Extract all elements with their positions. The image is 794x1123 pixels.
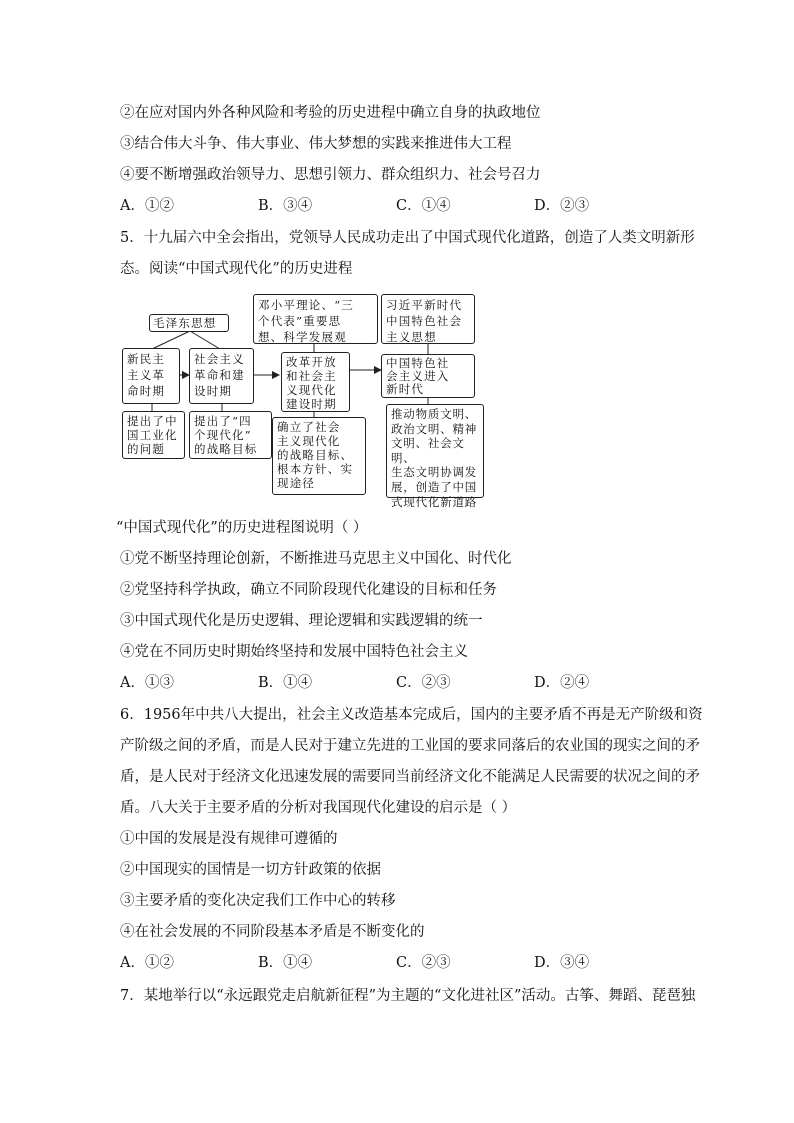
- q5-stem-line-2: 态。阅读“中国式现代化”的历史进程: [120, 261, 353, 277]
- diagram-result-new-path: 推动物质文明、 政治文明、精神 文明、社会文明、 生态文明协调发 展，创造了中国 式现代化新道路: [386, 404, 484, 498]
- q5-option-2: ②党坚持科学执政，确立不同阶段现代化建设的目标和任务: [120, 582, 497, 598]
- q4-choice-c: C．①④: [396, 198, 451, 214]
- q5-choice-a: A．①③: [120, 675, 174, 691]
- q4-option-2: ②在应对国内外各种风险和考验的历史进程中确立自身的执政地位: [120, 105, 541, 121]
- q6-choice-d: D．③④: [534, 955, 590, 971]
- diagram-result-four-modernizations: 提出了“四 个现代化” 的战略目标: [189, 411, 272, 459]
- q6-choice-c: C．②③: [396, 955, 451, 971]
- q5-choice-c: C．②③: [396, 675, 451, 691]
- q6-stem-line-1: 6．1956年中共八大提出，社会主义改造基本完成后，国内的主要矛盾不再是无产阶级和资: [120, 707, 703, 723]
- q6-option-4: ④在社会发展的不同阶段基本矛盾是不断变化的: [120, 924, 425, 940]
- q6-option-1: ①中国的发展是没有规律可遵循的: [120, 831, 338, 847]
- q5-option-1: ①党不断坚持理论创新，不断推进马克思主义中国化、时代化: [120, 551, 512, 567]
- q6-option-2: ②中国现实的国情是一切方针政策的依据: [120, 862, 381, 878]
- q6-choice-a: A．①②: [120, 955, 174, 971]
- diagram-mao-thought: 毛泽东思想: [149, 314, 229, 332]
- diagram-period-reform-opening: 改革开放 和社会主 义现代化 建设时期: [281, 352, 350, 412]
- q5-choice-d: D．②④: [534, 675, 590, 691]
- diagram-result-strategic-goals: 确立了社会 主义现代化 的战略目标、 根本方针、实 现途径: [272, 417, 366, 495]
- diagram-period-socialist-revolution: 社会主义 革命和建 设时期: [189, 348, 254, 404]
- q6-stem-line-3: 盾，是人民对于经济文化迅速发展的需要同当前经济文化不能满足人民需要的状况之间的矛: [120, 769, 700, 785]
- diagram-period-new-democratic: 新民主 主义革 命时期: [122, 348, 180, 404]
- q4-choice-b: B．③④: [258, 198, 313, 214]
- q6-stem-line-2: 产阶级之间的矛盾，而是人民对于建立先进的工业国的要求同落后的农业国的现实之间的矛: [120, 738, 700, 754]
- q5-option-4: ④党在不同历史时期始终坚持和发展中国特色社会主义: [120, 644, 468, 660]
- q4-choice-d: D．②③: [534, 198, 590, 214]
- q5-question: “中国式现代化”的历史进程图说明（ ）: [116, 520, 368, 536]
- q4-choice-a: A．①②: [120, 198, 174, 214]
- q6-stem-line-4: 盾。八大关于主要矛盾的分析对我国现代化建设的启示是（ ）: [120, 800, 517, 816]
- q4-option-3: ③结合伟大斗争、伟大事业、伟大梦想的实践来推进伟大工程: [120, 136, 512, 152]
- q5-option-3: ③中国式现代化是历史逻辑、理论逻辑和实践逻辑的统一: [120, 613, 483, 629]
- q5-stem-line-1: 5．十九届六中全会指出，党领导人民成功走出了中国式现代化道路，创造了人类文明新形: [120, 230, 695, 246]
- diagram-result-industrialization: 提出了中 国工业化 的问题: [122, 411, 185, 459]
- q6-choice-b: B．①④: [258, 955, 313, 971]
- diagram-period-new-era: 中国特色社 会主义进入 新时代: [381, 354, 475, 398]
- q6-option-3: ③主要矛盾的变化决定我们工作中心的转移: [120, 893, 396, 909]
- q5-choice-b: B．①④: [258, 675, 313, 691]
- q7-stem-line-1: 7．某地举行以“永远跟党走启航新征程”为主题的“文化进社区”活动。古筝、舞蹈、琵琶独: [120, 988, 696, 1004]
- diagram-deng-theory: 邓小平理论、“三 个代表”重要思 想、科学发展观: [253, 294, 378, 344]
- diagram-xi-thought: 习近平新时代 中国特色社会 主义思想: [381, 294, 475, 344]
- q4-option-4: ④要不断增强政治领导力、思想引领力、群众组织力、社会号召力: [120, 167, 541, 183]
